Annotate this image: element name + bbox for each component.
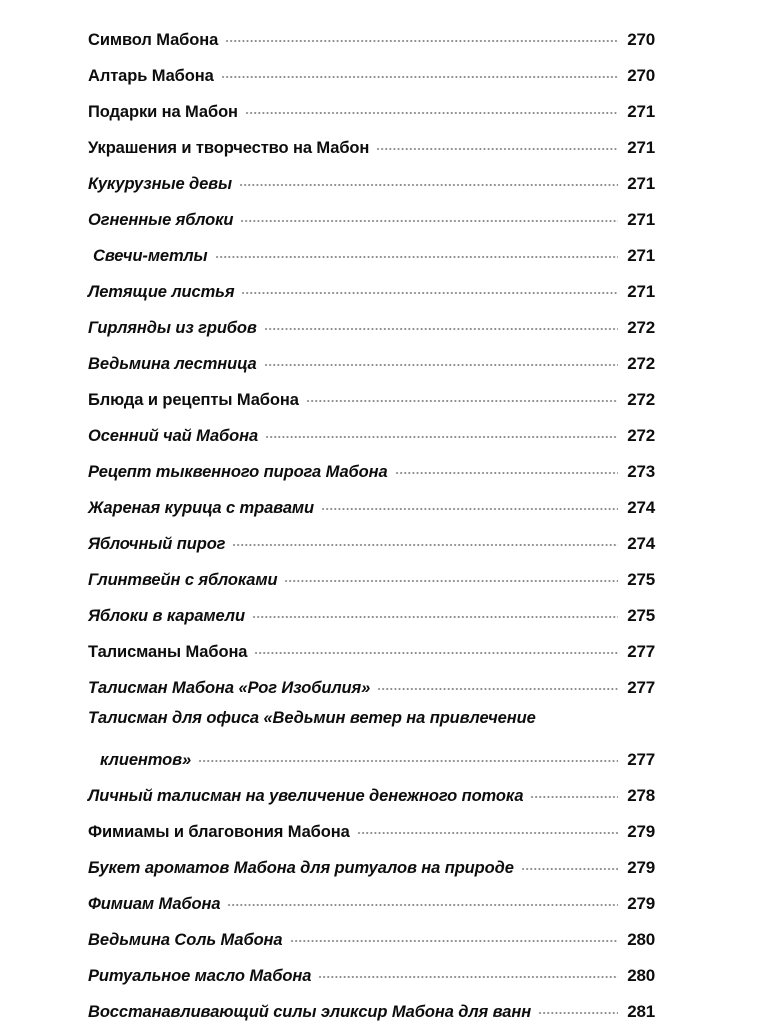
- toc-entry-page-number: 271: [627, 102, 655, 121]
- dot-leader: [306, 389, 618, 405]
- dot-leader: [290, 929, 618, 945]
- toc-entry-row: [88, 821, 655, 842]
- toc-entry[interactable]: [88, 634, 655, 670]
- toc-entry[interactable]: [88, 166, 655, 202]
- toc-entry[interactable]: [88, 94, 655, 130]
- toc-entry-row: [88, 29, 655, 50]
- toc-entry-row: [88, 605, 655, 626]
- toc-entry[interactable]: [88, 814, 655, 850]
- toc-entry[interactable]: [88, 346, 655, 382]
- toc-entry-page-number: 271: [627, 174, 655, 193]
- toc-entry-page-number: 274: [627, 498, 655, 517]
- toc-entry-page-number: 278: [627, 786, 655, 805]
- toc-entry[interactable]: [88, 850, 655, 886]
- toc-entry-row: [88, 173, 655, 194]
- dot-leader: [198, 749, 618, 765]
- dot-leader: [239, 173, 618, 189]
- toc-entry[interactable]: [88, 202, 655, 238]
- toc-entry-row: [88, 929, 655, 950]
- toc-entry[interactable]: [88, 778, 655, 814]
- dot-leader: [377, 677, 618, 693]
- toc-entry[interactable]: [88, 706, 655, 778]
- dot-leader: [264, 317, 618, 333]
- toc-entry-page-number: 272: [627, 426, 655, 445]
- toc-entry-row: [88, 569, 655, 590]
- toc-entry[interactable]: [88, 922, 655, 958]
- toc-entry[interactable]: [88, 598, 655, 634]
- dot-leader: [232, 533, 618, 549]
- toc-entry[interactable]: [88, 418, 655, 454]
- toc-entry-title: Талисманы Мабона: [88, 643, 248, 661]
- toc-entry-row: [88, 281, 655, 302]
- toc-entry[interactable]: [88, 22, 655, 58]
- toc-entry[interactable]: [88, 382, 655, 418]
- toc-entry-row: [88, 461, 655, 482]
- toc-entry-row: [88, 1001, 655, 1022]
- toc-entry[interactable]: [88, 958, 655, 994]
- dot-leader: [357, 821, 618, 837]
- toc-entry-title: Фимиам Мабона: [88, 895, 221, 913]
- toc-entry-row: [88, 497, 655, 518]
- dot-leader: [530, 785, 618, 801]
- toc-entry-page-number: 270: [627, 30, 655, 49]
- toc-entry-row: [88, 965, 655, 986]
- toc-entry-title: Рецепт тыквенного пирога Мабона: [88, 463, 388, 481]
- toc-entry-title: Подарки на Мабон: [88, 103, 238, 121]
- toc-entry-title: Глинтвейн с яблоками: [88, 571, 278, 589]
- toc-entry-page-number: 275: [627, 606, 655, 625]
- toc-entry[interactable]: [88, 562, 655, 598]
- dot-leader: [221, 65, 618, 81]
- toc-entry-row: [88, 245, 655, 266]
- toc-entry-page-number: 271: [627, 138, 655, 157]
- toc-entry-page-number: 281: [627, 1002, 655, 1021]
- toc-entry-row: [88, 677, 655, 698]
- dot-leader: [521, 857, 618, 873]
- dot-leader: [318, 965, 618, 981]
- toc-entry-title: Гирлянды из грибов: [88, 319, 257, 337]
- dot-leader: [264, 353, 618, 369]
- toc-entry-row: [88, 353, 655, 374]
- toc-entry-row: [88, 101, 655, 122]
- toc-entry-title: Личный талисман на увеличение денежного потока: [88, 787, 524, 805]
- toc-entry-row: [88, 65, 655, 86]
- toc-entry-title: Летящие листья: [88, 283, 235, 301]
- dot-leader: [321, 497, 618, 513]
- toc-entry-page-number: 277: [627, 642, 655, 661]
- toc-entry[interactable]: [88, 454, 655, 490]
- toc-entry-title: Символ Мабона: [88, 31, 219, 49]
- dot-leader: [240, 209, 618, 225]
- toc-entry-title: Талисман Мабона «Рог Изобилия»: [88, 679, 371, 697]
- toc-entry-title: Ритуальное масло Мабона: [88, 967, 312, 985]
- dot-leader: [265, 425, 618, 441]
- dot-leader: [225, 29, 618, 45]
- toc-entry-row: [88, 389, 655, 410]
- toc-entry-page-number: 272: [627, 354, 655, 373]
- toc-entry[interactable]: [88, 58, 655, 94]
- toc-entry-title: Яблочный пирог: [88, 535, 226, 553]
- toc-entry-page-number: 279: [627, 822, 655, 841]
- toc-entry-page-number: 270: [627, 66, 655, 85]
- toc-entry-row: [88, 785, 655, 806]
- toc-entry-row: [88, 641, 655, 662]
- toc-entry[interactable]: [88, 490, 655, 526]
- toc-entry[interactable]: [88, 130, 655, 166]
- toc-entry-row: [88, 749, 655, 770]
- dot-leader: [284, 569, 618, 585]
- toc-entry[interactable]: [88, 526, 655, 562]
- dot-leader: [538, 1001, 618, 1017]
- toc-entry-title: Ведьмина лестница: [88, 355, 257, 373]
- toc-entry-title: Огненные яблоки: [88, 211, 234, 229]
- toc-entry[interactable]: [88, 670, 655, 706]
- toc-entry-page-number: 271: [627, 282, 655, 301]
- dot-leader: [395, 461, 618, 477]
- toc-entry-row: [88, 425, 655, 446]
- toc-entry-page-number: 272: [627, 318, 655, 337]
- toc-entry-page-number: 272: [627, 390, 655, 409]
- toc-entry-page-number: 273: [627, 462, 655, 481]
- toc-entry-page-number: 275: [627, 570, 655, 589]
- toc-entry-title: Восстанавливающий силы эликсир Мабона для ванн: [88, 1003, 532, 1021]
- toc-entry-page-number: 280: [627, 930, 655, 949]
- toc-entry-row: [88, 857, 655, 878]
- dot-leader: [376, 137, 618, 153]
- toc-entry-title: Блюда и рецепты Мабона: [88, 391, 299, 409]
- dot-leader: [241, 281, 618, 297]
- toc-entry-page-number: 280: [627, 966, 655, 985]
- toc-entry-page-number: 279: [627, 858, 655, 877]
- toc-entry-row: [88, 209, 655, 230]
- toc-entry-title-line1: Талисман для офиса «Ведьмин ветер на привлечение: [88, 709, 536, 727]
- toc-entry-title: Фимиамы и благовония Мабона: [88, 823, 350, 841]
- toc-entry[interactable]: [88, 886, 655, 922]
- toc-entry-title: Осенний чай Мабона: [88, 427, 259, 445]
- dot-leader: [254, 641, 618, 657]
- toc-entry-title: Украшения и творчество на Мабон: [88, 139, 370, 157]
- toc-entry-title: Яблоки в карамели: [88, 607, 245, 625]
- toc-entry-page-number: 279: [627, 894, 655, 913]
- toc-entry[interactable]: [88, 310, 655, 346]
- toc-entry-title: клиентов»: [100, 751, 192, 769]
- dot-leader: [227, 893, 618, 909]
- toc-entry-row: [88, 533, 655, 554]
- dot-leader: [252, 605, 618, 621]
- toc-entry-page-number: 271: [627, 210, 655, 229]
- dot-leader: [215, 245, 618, 261]
- toc-entry-list: [88, 22, 655, 1030]
- toc-entry-title: Кукурузные девы: [88, 175, 233, 193]
- toc-entry-title: Свечи-метлы: [93, 247, 208, 265]
- toc-entry-page-number: 277: [627, 678, 655, 697]
- toc-entry-title: Жареная курица с травами: [88, 499, 314, 517]
- toc-entry-row: [88, 317, 655, 338]
- toc-entry-row: [88, 137, 655, 158]
- toc-entry-page-number: 277: [627, 750, 655, 769]
- toc-entry[interactable]: [88, 994, 655, 1030]
- toc-entry-title: Ведьмина Соль Мабона: [88, 931, 283, 949]
- dot-leader: [245, 101, 618, 117]
- toc-entry[interactable]: [88, 238, 655, 274]
- toc-entry-page-number: 274: [627, 534, 655, 553]
- toc-entry-title: Букет ароматов Мабона для ритуалов на природе: [88, 859, 514, 877]
- toc-entry-page-number: 271: [627, 246, 655, 265]
- toc-entry[interactable]: [88, 274, 655, 310]
- toc-entry-title: Алтарь Мабона: [88, 67, 214, 85]
- toc-entry-row: [88, 893, 655, 914]
